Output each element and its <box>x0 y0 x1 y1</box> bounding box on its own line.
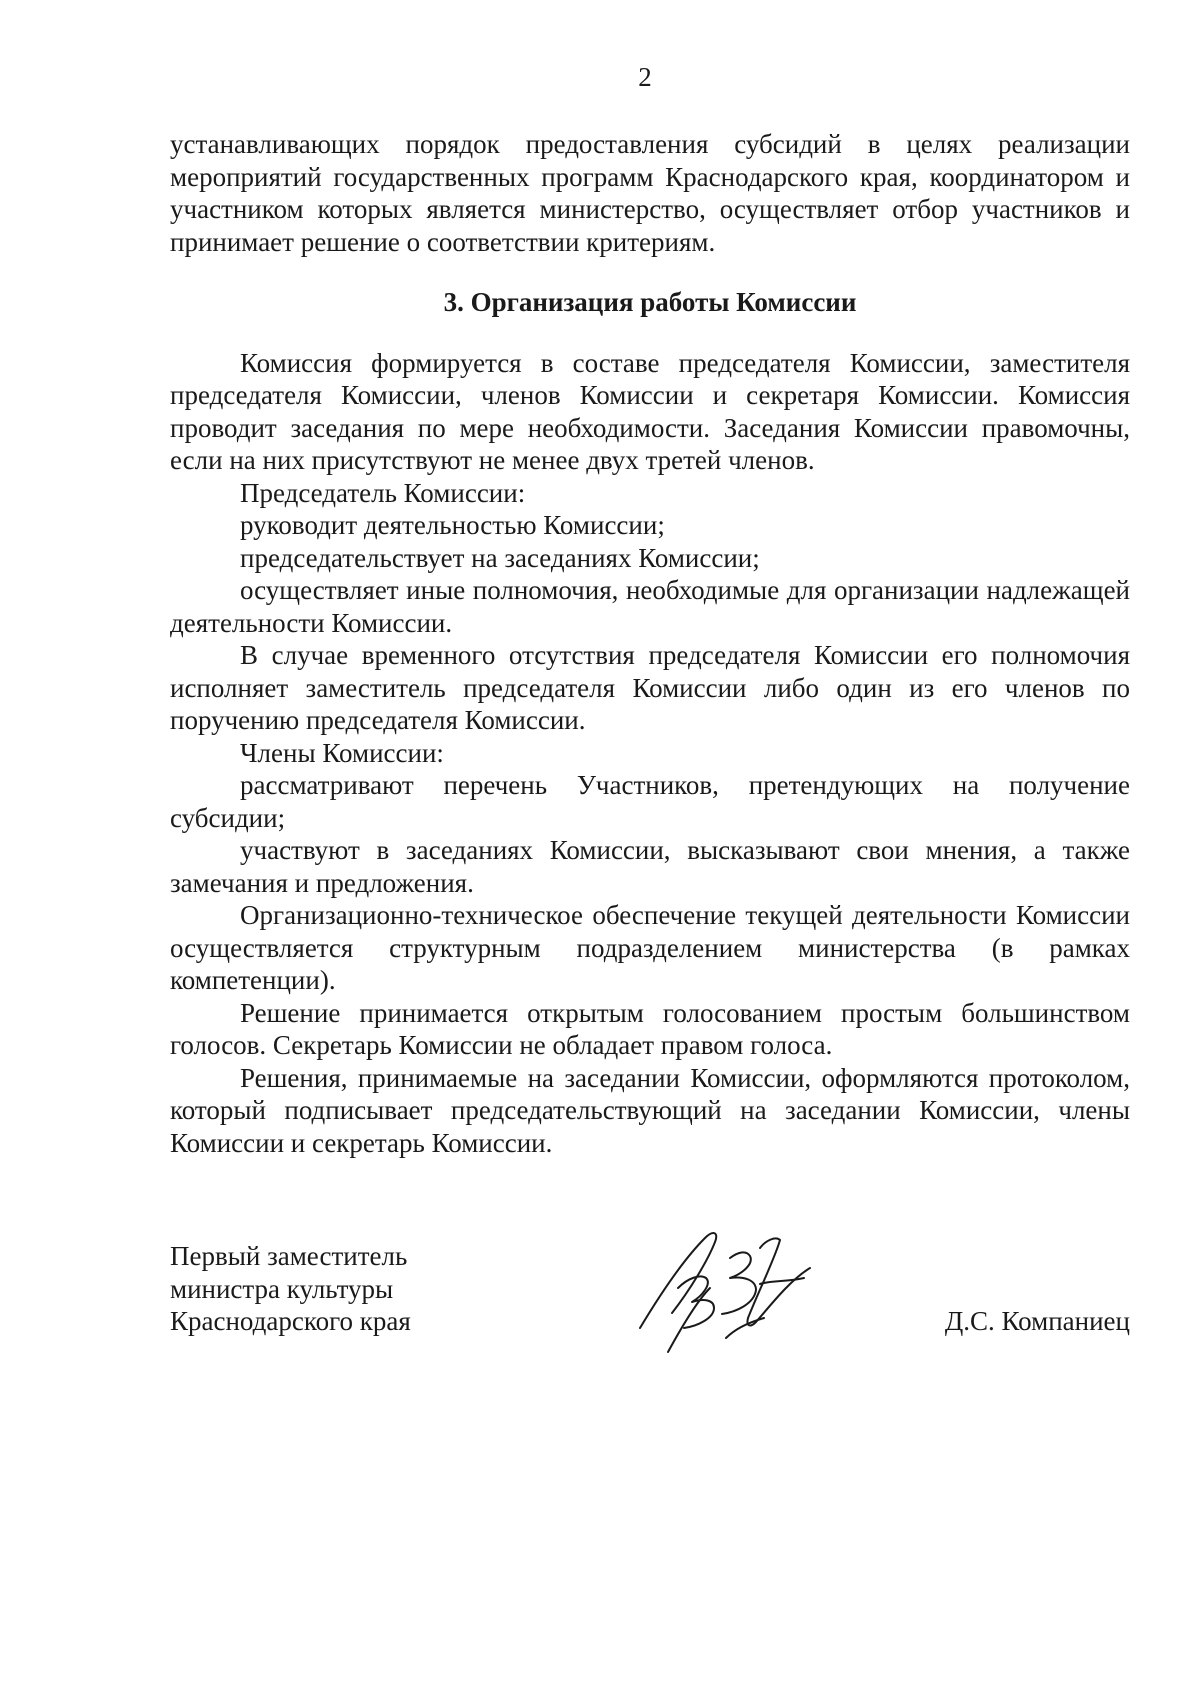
paragraph-protocol: Решения, принимаемые на заседании Комиссии, оформляются протоколом, который подписывает председательствующий на заседании Комиссии, члены Комиссии и секретарь Комиссии. <box>170 1062 1130 1158</box>
document-body <box>170 128 1130 1159</box>
signer-name: Д.С. Компаниец <box>944 1306 1130 1336</box>
paragraph-members-duty-1: рассматривают перечень Участников, претендующих на получение субсидии; <box>170 770 1130 833</box>
page-number: 2 <box>638 62 652 92</box>
signer-position-line: Первый заместитель <box>170 1241 408 1271</box>
paragraph-chairman-duty-3: осуществляет иные полномочия, необходимые для организации надлежащей деятельности Комиссии. <box>170 575 1130 638</box>
intro-paragraph: устанавливающих порядок предоставления субсидий в целях реализации мероприятий государственных программ Краснодарского края, координатором и участником которых является министерство, осуществляет отбор участников и принимает решение о соответствии критериям. <box>170 129 1130 257</box>
signer-position-line: министра культуры <box>170 1273 394 1304</box>
paragraph-technical-support: Организационно-техническое обеспечение текущей деятельности Комиссии осуществляется структурным подразделением министерства (в рамках компетенции). <box>170 900 1130 995</box>
paragraph-chairman-duty-2: председательствует на заседаниях Комиссии; <box>240 542 760 573</box>
handwritten-signature-icon <box>610 1218 850 1368</box>
paragraph-absence: В случае временного отсутствия председателя Комиссии его полномочия исполняет заместитель председателя Комиссии либо один из его членов по поручению председателя Комиссии. <box>170 640 1130 735</box>
paragraph-members-title: Члены Комиссии: <box>240 737 444 768</box>
paragraph-chairman-duty-1: руководит деятельностью Комиссии; <box>240 510 665 540</box>
section-heading: 3. Организация работы Комиссии <box>443 287 857 317</box>
paragraph-members-duty-2: участвуют в заседаниях Комиссии, высказывают свои мнения, а также замечания и предложения. <box>170 835 1130 898</box>
signer-position <box>170 1240 411 1338</box>
signature-block <box>170 1240 1130 1370</box>
paragraph-chairman-title: Председатель Комиссии: <box>240 477 526 508</box>
paragraph-composition: Комиссия формируется в составе председателя Комиссии, заместителя председателя Комиссии, членов Комиссии и секретаря Комиссии. Комиссия проводит заседания по мере необходимости. Заседания Комиссии правомочны, если на них присутствуют не менее двух третей членов. <box>170 347 1130 475</box>
signer-position-line: Краснодарского края <box>170 1306 411 1336</box>
paragraph-voting: Решение принимается открытым голосованием простым большинством голосов. Секретарь Комиссии не обладает правом голоса. <box>170 997 1130 1060</box>
